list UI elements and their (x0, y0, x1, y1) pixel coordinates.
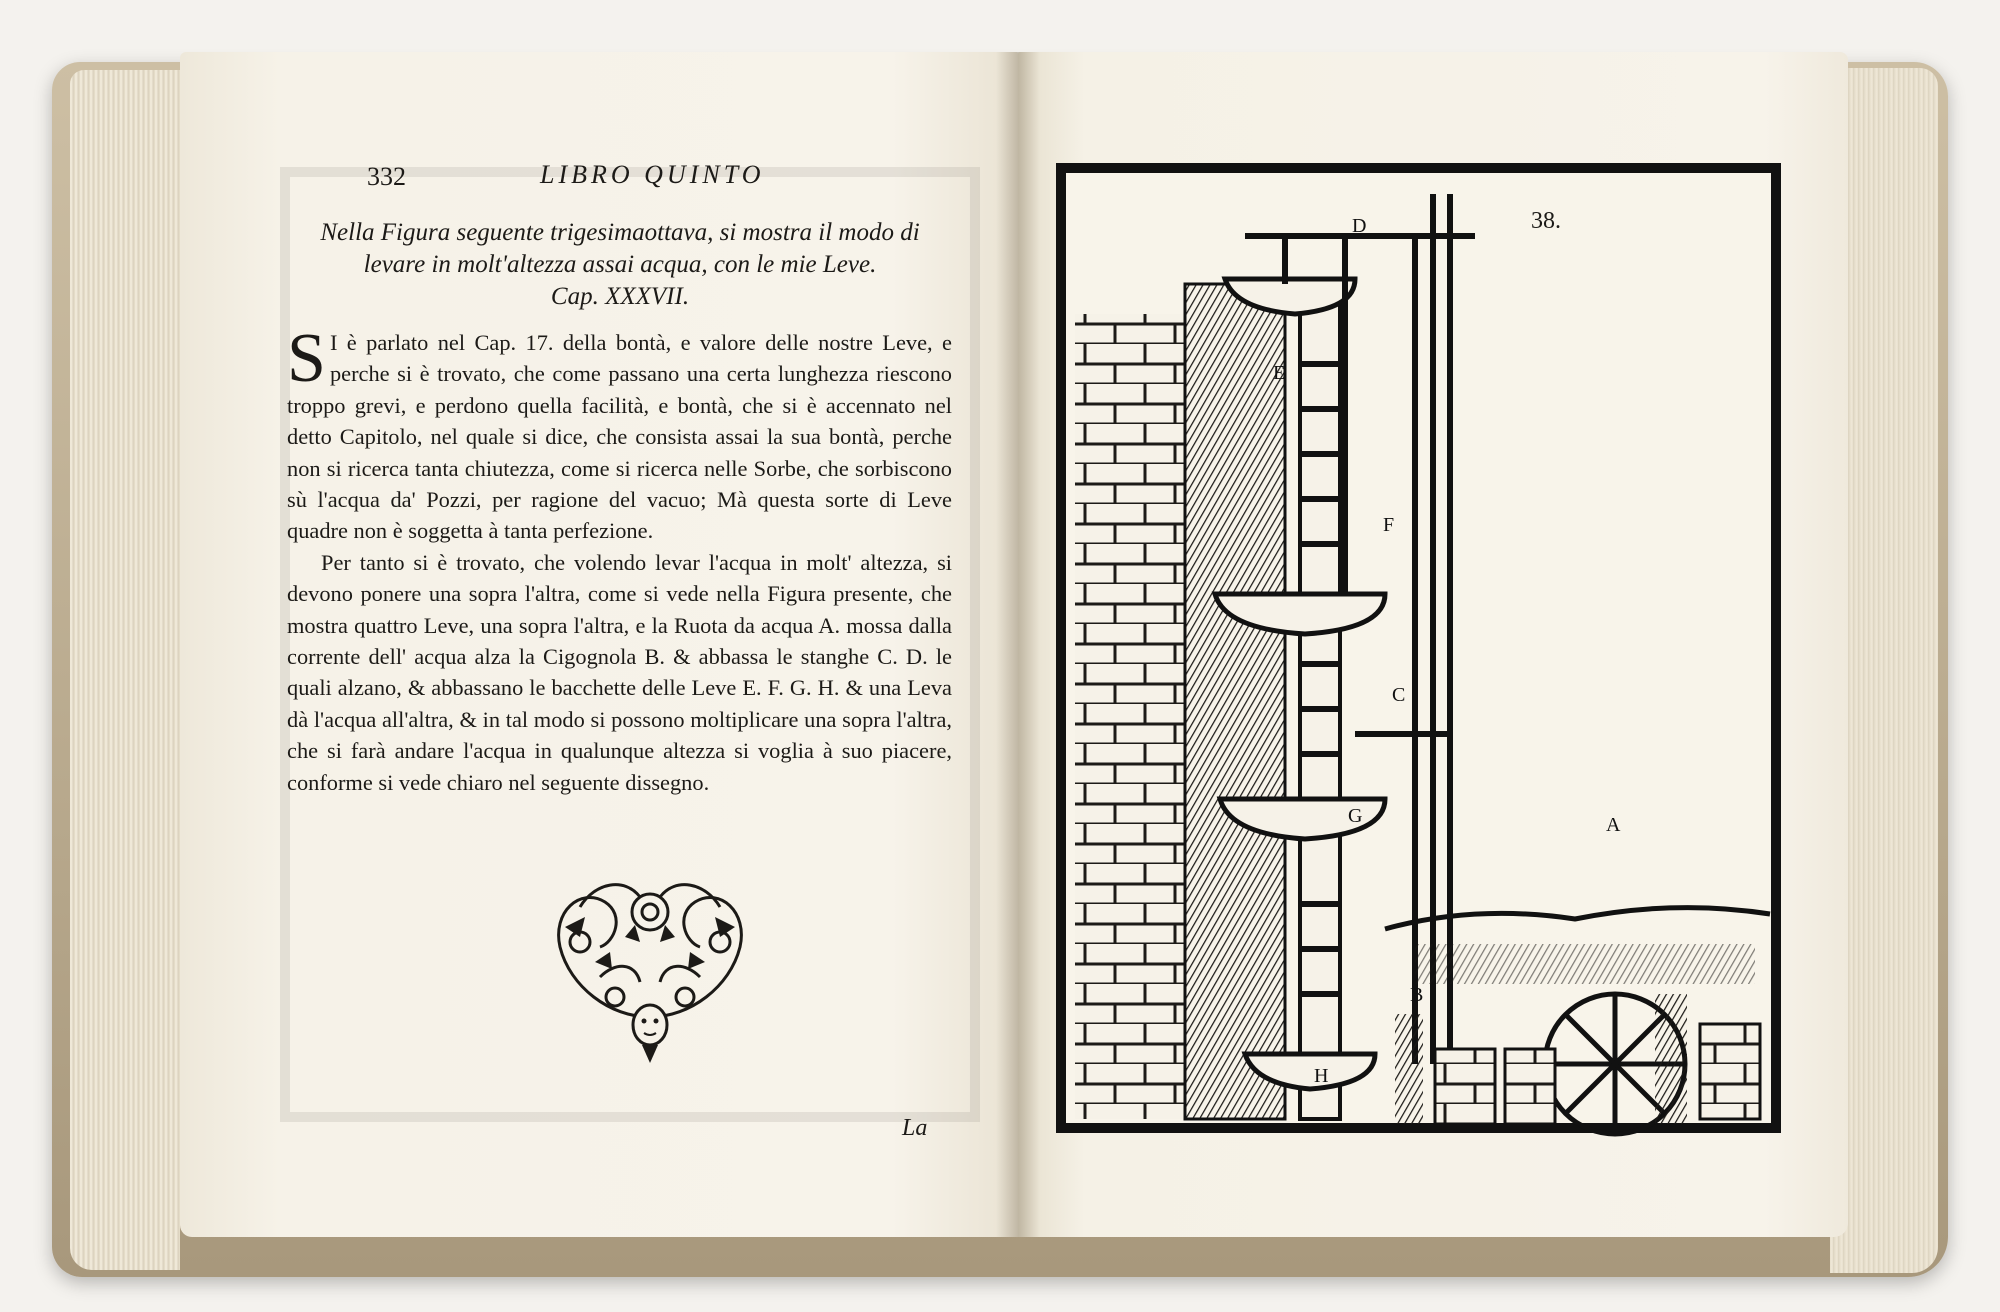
drop-cap: S (287, 320, 326, 397)
label-G: G (1348, 805, 1363, 827)
chapter-body (287, 320, 952, 798)
paragraph-2: Per tanto si è trovato, che volendo levar l'acqua in molt' altezza, si devono ponere una sopra l'altra, come si vede nella Figura presente, che mostra quattro Leve, una sopra l'altra, e la Ruota da acqua A. mossa dalla corrente dell' acqua alza la Cigognola B. & abbassa le stanghe C. D. le quali alzano, & abbassano le bacchette delle Leve E. F. G. H. & una Leva dà l'acqua all'altra, & in tal modo si possono moltiplicare una sopra l'altra, che si farà andare l'acqua in qualunque altezza si voglia à suo piacere, conforme si vede chiaro nel seguente dissegno. (287, 549, 952, 795)
label-E: E (1273, 362, 1286, 384)
figure-number: 38. (1531, 208, 1561, 234)
page-edges-left (70, 70, 180, 1270)
left-page-number: 332 (367, 162, 406, 191)
floral-ornament (540, 867, 760, 1067)
left-running-head: LIBRO QUINTO (540, 160, 765, 189)
chapter-heading (290, 217, 950, 313)
paragraph-1 (287, 320, 952, 547)
label-H: H (1314, 1065, 1329, 1087)
chapter-number: Cap. XXXVII. (550, 283, 690, 310)
chapter-heading-text: Nella Figura seguente trigesimaottava, si mostra il modo di levare in molt'altezza assai acqua, con le mie Leve. (320, 219, 920, 278)
label-B: B (1410, 984, 1424, 1006)
book-gutter (996, 52, 1040, 1237)
label-C: C (1392, 684, 1406, 706)
left-page (180, 52, 1018, 1237)
label-A: A (1606, 814, 1621, 836)
catchword: La (902, 1115, 928, 1141)
paragraph-1-text: I è parlato nel Cap. 17. della bontà, e valore delle nostre Leve, e perche si è trovato, che come passano una certa lunghezza riescono troppo grevi, e perdono quella facilità, e bontà, che si è accennato nel detto Capitolo, nel quale si dice, che consista assai la sua bontà, perche non si ricerca tanta chiutezza, come si ricerca nelle Sorbe, che sorbiscono sù l'acqua da' Pozzi, per ragione del vacuo; Mà questa sorte di Leve quadre non è soggetta à tanta perfezione. (287, 330, 952, 544)
right-page (1018, 52, 1848, 1237)
label-F: F (1383, 514, 1395, 536)
label-D: D (1352, 215, 1367, 237)
